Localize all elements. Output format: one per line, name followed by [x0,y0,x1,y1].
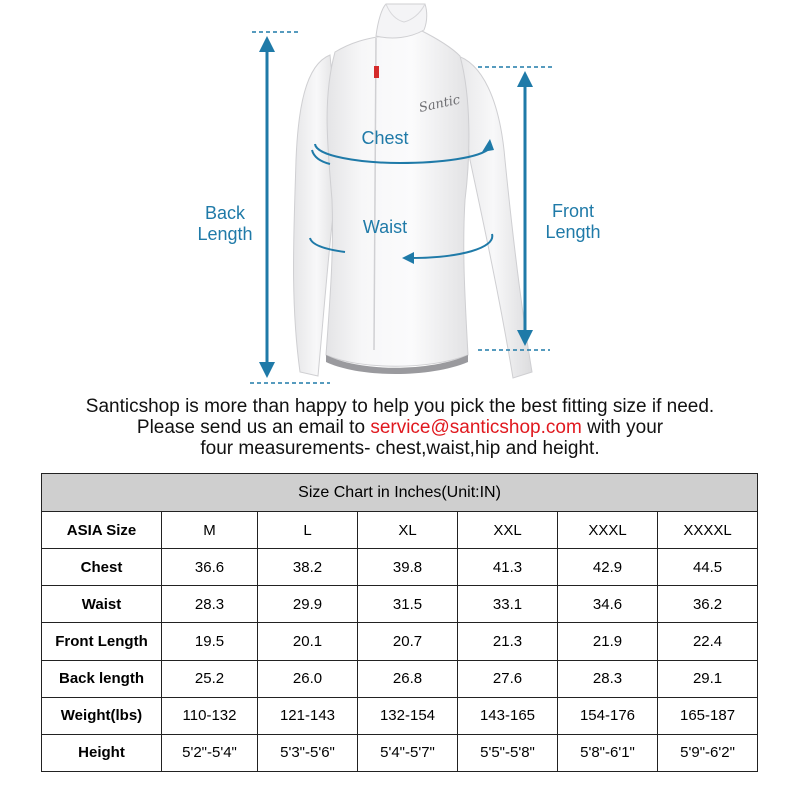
support-email-link[interactable]: service@santicshop.com [370,417,582,438]
size-chart-caption: Size Chart in Inches(Unit:IN) [42,474,758,512]
info-line-1: Santicshop is more than happy to help you pick the best fitting size if need. [85,396,715,417]
table-cell: 34.6 [558,586,658,623]
table-cell: 25.2 [162,660,258,697]
info-line-3: four measurements- chest,waist,hip and height. [200,438,600,459]
table-cell: 132-154 [358,697,458,734]
jersey-illustration [294,4,533,378]
size-chart-caption-row [42,474,758,512]
table-cell: 31.5 [358,586,458,623]
size-header-row [42,512,758,549]
back-length-label [188,203,262,245]
size-header-cell: XXXL [558,512,658,549]
table-cell: 28.3 [162,586,258,623]
front-length-label-line2: Length [545,222,601,242]
table-cell: 5'4"-5'7" [358,734,458,771]
info-line-2-suffix: with your [581,417,664,438]
table-cell: 154-176 [558,697,658,734]
table-cell: 29.1 [658,660,758,697]
table-row [42,623,758,660]
table-row [42,549,758,586]
front-length-label [536,201,610,243]
table-cell: 110-132 [162,697,258,734]
chest-label: Chest [361,128,409,148]
info-line-2-prefix: Please send us an email to [136,417,371,438]
table-cell: 26.8 [358,660,458,697]
size-header-cell: M [162,512,258,549]
table-cell: 19.5 [162,623,258,660]
table-cell: 36.6 [162,549,258,586]
table-cell: 27.6 [458,660,558,697]
size-header-cell: XL [358,512,458,549]
back-length-label-line1: Back [204,203,246,223]
table-cell: 26.0 [258,660,358,697]
row-label: Back length [42,660,162,697]
row-label: Weight(lbs) [42,697,162,734]
info-text [0,396,800,459]
size-header-cell: L [258,512,358,549]
table-cell: 143-165 [458,697,558,734]
table-cell: 28.3 [558,660,658,697]
table-cell: 5'3"-5'6" [258,734,358,771]
table-cell: 20.1 [258,623,358,660]
table-cell: 42.9 [558,549,658,586]
table-cell: 5'9"-6'2" [658,734,758,771]
table-cell: 44.5 [658,549,758,586]
table-cell: 5'5"-5'8" [458,734,558,771]
row-label: Waist [42,586,162,623]
info-line-2 [0,417,800,438]
table-cell: 121-143 [258,697,358,734]
size-header-label: ASIA Size [42,512,162,549]
front-length-label-line1: Front [551,201,594,221]
size-header-cell: XXXXL [658,512,758,549]
table-cell: 41.3 [458,549,558,586]
size-chart-body [42,474,758,772]
table-row [42,697,758,734]
table-cell: 165-187 [658,697,758,734]
table-cell: 39.8 [358,549,458,586]
waist-label: Waist [362,217,408,237]
size-chart-table [41,473,758,772]
row-label: Height [42,734,162,771]
size-header-cell: XXL [458,512,558,549]
table-row [42,734,758,771]
table-cell: 21.3 [458,623,558,660]
table-cell: 29.9 [258,586,358,623]
back-length-label-line2: Length [197,224,253,244]
table-cell: 38.2 [258,549,358,586]
table-row [42,660,758,697]
table-cell: 20.7 [358,623,458,660]
table-row [42,586,758,623]
row-label: Front Length [42,623,162,660]
brand-mark: Santic [417,92,462,116]
table-cell: 36.2 [658,586,758,623]
jersey-measurement-figure [0,0,800,390]
table-cell: 5'8"-6'1" [558,734,658,771]
table-cell: 22.4 [658,623,758,660]
table-cell: 21.9 [558,623,658,660]
row-label: Chest [42,549,162,586]
table-cell: 5'2"-5'4" [162,734,258,771]
table-cell: 33.1 [458,586,558,623]
